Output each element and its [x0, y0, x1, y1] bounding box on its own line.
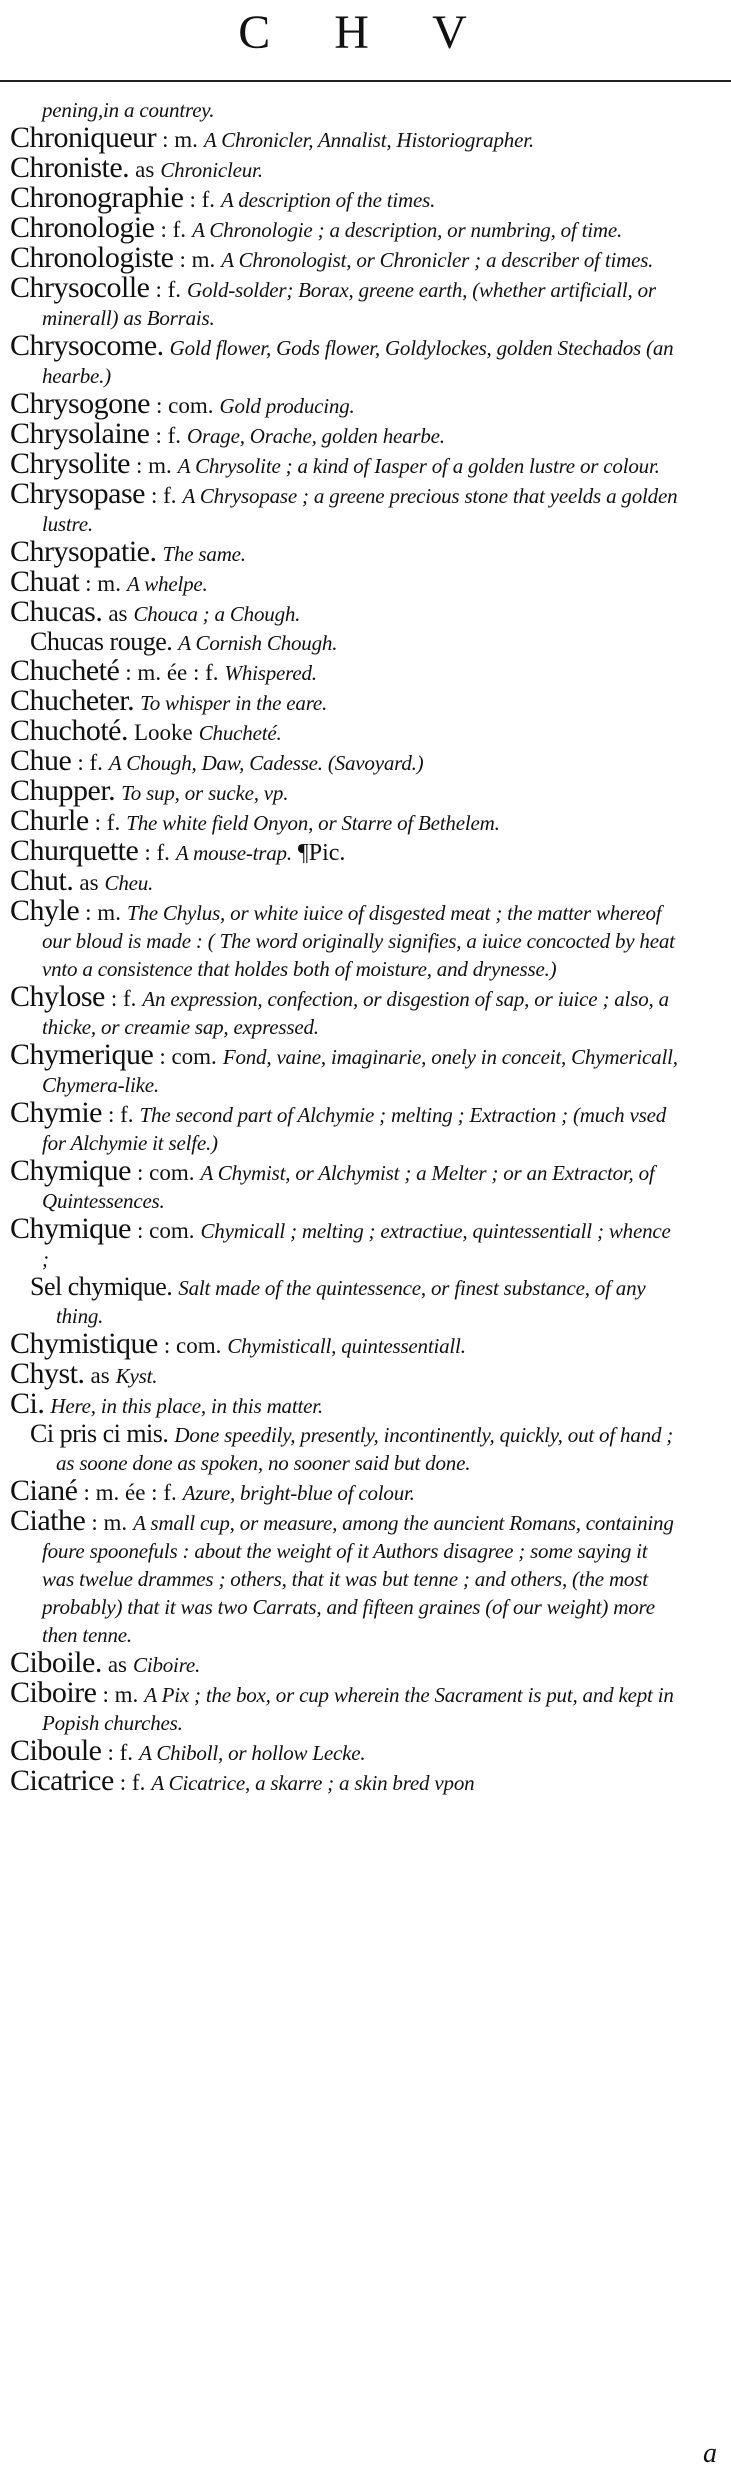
dictionary-entry	[0, 271, 678, 332]
entry-headword: Chronologiste	[10, 241, 174, 274]
entry-definition: A Chrysolite ; a kind of Iasper of a golden lustre or colour.	[177, 454, 660, 478]
dictionary-entry	[0, 1038, 678, 1099]
entry-grammar: : f.	[155, 423, 182, 448]
dictionary-entry	[0, 595, 678, 628]
entry-headword: Chrysolite	[10, 447, 130, 480]
dictionary-entry	[0, 417, 678, 450]
entry-definition: A Chough, Daw, Cadesse. (Savoyard.)	[108, 751, 424, 775]
entry-grammar: : com.	[159, 1044, 217, 1069]
entry-definition: Chymicall ; melting ; extractiue, quintessentiall ; whence ;	[42, 1219, 671, 1271]
entry-definition: A whelpe.	[126, 572, 208, 596]
entry-definition: A Cicatrice, a skarre ; a skin bred vpon	[151, 1771, 475, 1795]
entry-grammar: : m.	[85, 571, 121, 596]
entry-headword: Chroniqueur	[10, 121, 157, 154]
entry-grammar: as	[108, 601, 128, 626]
entry-grammar: : f.	[94, 810, 121, 835]
entry-headword: Chyst.	[10, 1357, 85, 1390]
entry-headword: Chrysolaine	[10, 417, 150, 450]
dictionary-entry	[0, 1096, 678, 1157]
dictionary-entry	[0, 121, 678, 154]
entry-headword: Chrysocolle	[10, 271, 150, 304]
entry-definition: Here, in this place, in this matter.	[50, 1394, 323, 1418]
entry-grammar: : m.	[85, 900, 121, 925]
entry-definition: To whisper in the eare.	[140, 691, 328, 715]
entry-headword: Chrysocome.	[10, 329, 164, 362]
entry-headword: Chronographie	[10, 181, 184, 214]
dictionary-entry	[0, 241, 678, 274]
entry-definition: Fond, vaine, imaginarie, onely in conceit, Chymericall, Chymera-like.	[42, 1045, 678, 1097]
dictionary-entry	[0, 1734, 678, 1767]
entry-grammar: : m.	[91, 1510, 128, 1535]
dictionary-entry	[0, 96, 678, 124]
dictionary-entry	[0, 980, 678, 1041]
entry-headword: Ci.	[10, 1387, 45, 1420]
entry-headword: Chymie	[10, 1096, 102, 1129]
entry-definition: Chronicleur.	[160, 158, 263, 182]
entry-grammar: : f.	[189, 187, 216, 212]
entry-grammar: : m.	[102, 1682, 139, 1707]
dictionary-entry	[0, 1420, 692, 1477]
entry-headword: Chymerique	[10, 1038, 154, 1071]
dictionary-entry	[0, 477, 678, 538]
entry-definition: Chymisticall, quintessentiall.	[227, 1334, 466, 1358]
entry-headword: Ciboile.	[10, 1646, 102, 1679]
entry-headword: Chronologie	[10, 211, 155, 244]
dictionary-entry	[0, 714, 678, 747]
entry-definition: A Pix ; the box, or cup wherein the Sacrament is put, and kept in Popish churches.	[42, 1683, 674, 1735]
dictionary-entry	[0, 1154, 678, 1215]
entry-grammar: as	[79, 870, 99, 895]
dictionary-entry	[0, 864, 678, 897]
entry-definition: Orage, Orache, golden hearbe.	[187, 424, 445, 448]
entry-headword: Chroniste.	[10, 151, 130, 184]
dictionary-entry	[0, 1504, 678, 1649]
dictionary-entry	[0, 211, 678, 244]
dictionary-entry	[0, 654, 678, 687]
entry-definition: Ciboire.	[133, 1653, 201, 1677]
entry-grammar: : com.	[137, 1160, 195, 1185]
dictionary-entry	[0, 387, 678, 420]
dictionary-entry	[0, 565, 678, 598]
entry-headword: Chymique	[10, 1154, 131, 1187]
entry-grammar: : f.	[108, 1102, 134, 1127]
entry-grammar: as	[135, 157, 155, 182]
dictionary-entry	[0, 181, 678, 214]
entry-definition: An expression, confection, or disgestion of sap, or iuice ; also, a thicke, or creamie sap, expressed.	[42, 987, 669, 1039]
entry-grammar: : f.	[144, 840, 170, 865]
entry-headword: Chrysopase	[10, 477, 145, 510]
dictionary-entry	[0, 1676, 678, 1737]
dictionary-entry	[0, 1764, 678, 1797]
entry-headword: Churle	[10, 804, 89, 837]
entry-definition: Chouca ; a Chough.	[133, 602, 301, 626]
entry-grammar: : f.	[160, 217, 187, 242]
dictionary-entry	[0, 1273, 692, 1330]
entry-headword: Chymique	[10, 1212, 131, 1245]
entry-headword: Chucas.	[10, 595, 103, 628]
entry-note: ¶Pic.	[297, 840, 346, 866]
dictionary-entry	[0, 329, 678, 390]
entry-definition: A description of the times.	[221, 188, 436, 212]
entry-headword: Ci pris ci mis.	[30, 1419, 169, 1448]
dictionary-entry	[0, 1646, 678, 1679]
entry-definition: Whispered.	[224, 661, 317, 685]
entry-headword: Chyle	[10, 894, 80, 927]
entry-definition: A Chiboll, or hollow Lecke.	[139, 1741, 366, 1765]
entry-grammar: : f.	[77, 750, 103, 775]
entry-grammar: : com.	[163, 1333, 222, 1358]
entry-grammar: : f.	[110, 986, 137, 1011]
dictionary-entry	[0, 894, 678, 983]
entry-definition: The second part of Alchymie ; melting ; Extraction ; (much vsed for Alchymie it selfe.)	[42, 1103, 667, 1155]
dictionary-entry	[0, 151, 678, 184]
entry-headword: Chrysogone	[10, 387, 150, 420]
entry-headword: Chylose	[10, 980, 105, 1013]
dictionary-entry	[0, 1387, 678, 1420]
entry-grammar: : f.	[155, 277, 182, 302]
dictionary-entry	[0, 628, 692, 657]
entry-grammar: : com.	[156, 393, 214, 418]
entry-headword: Chupper.	[10, 774, 116, 807]
entry-definition: Cheu.	[104, 871, 154, 895]
dictionary-entry	[0, 804, 678, 837]
dictionary-entry	[0, 684, 678, 717]
dictionary-entry	[0, 447, 678, 480]
dictionary-entry	[0, 535, 678, 568]
dictionary-entry	[0, 834, 678, 867]
entry-grammar: : m. ée : f.	[83, 1480, 177, 1505]
dictionary-entry	[0, 744, 678, 777]
entry-headword: Ciboire	[10, 1676, 97, 1709]
entry-definition: Gold flower, Gods flower, Goldylockes, golden Stechados (an hearbe.)	[42, 336, 674, 388]
entry-definition: A small cup, or measure, among the auncient Romans, containing foure spoonefuls : about the weight of it Authors disagree ; some saying it was twelue drammes ; others, that it was but tenne ; and others, (the most probably) that it was two Carrats, and fifteen graines (of our weight) more then tenne.	[42, 1511, 674, 1647]
dictionary-entry	[0, 774, 678, 807]
entry-headword: Chue	[10, 744, 72, 777]
entry-grammar: : f.	[150, 483, 177, 508]
entry-headword: Ciané	[10, 1474, 78, 1507]
entry-headword: Chuat	[10, 565, 80, 598]
entry-definition: Salt made of the quintessence, or finest substance, of any thing.	[56, 1276, 646, 1328]
entry-grammar: : com.	[137, 1218, 195, 1243]
entry-definition: Gold-solder; Borax, greene earth, (whether artificiall, or minerall) as Borrais.	[42, 278, 656, 330]
header-rule	[0, 80, 731, 82]
entry-headword: Chucheté	[10, 654, 120, 687]
entry-definition: Azure, bright-blue of colour.	[182, 1481, 415, 1505]
entry-definition: The same.	[162, 542, 246, 566]
entry-headword: Sel chymique.	[30, 1272, 173, 1301]
entry-headword: Chuchoté.	[10, 714, 128, 747]
catchword: a	[703, 2438, 717, 2469]
entry-headword: Chucas rouge.	[30, 627, 173, 656]
dictionary-entry	[0, 1327, 678, 1360]
page-header: C H V	[238, 6, 493, 59]
entry-definition: A mouse-trap.	[175, 841, 292, 865]
entry-definition: Done speedily, presently, incontinently, quickly, out of hand ; as soone done as spoken, no sooner said but done.	[56, 1423, 674, 1475]
entry-headword: Ciathe	[10, 1504, 86, 1537]
entry-grammar: as	[107, 1652, 128, 1677]
entry-grammar: : m.	[179, 247, 216, 272]
entry-definition: Kyst.	[115, 1364, 158, 1388]
entry-definition: A Chrysopase ; a greene precious stone that yeelds a golden lustre.	[42, 484, 678, 536]
entry-definition: A Chronologist, or Chronicler ; a describer of times.	[221, 248, 654, 272]
entry-definition: A Chymist, or Alchymist ; a Melter ; or an Extractor, of Quintessences.	[42, 1161, 655, 1213]
dictionary-entry	[0, 1474, 678, 1507]
entry-definition: A Cornish Chough.	[178, 631, 338, 655]
entry-headword: Chrysopatie.	[10, 535, 157, 568]
entry-definition: The white field Onyon, or Starre of Bethelem.	[126, 811, 500, 835]
entry-grammar: : m.	[162, 127, 198, 152]
entry-definition: pening,in a countrey.	[42, 98, 215, 122]
dictionary-entry	[0, 1357, 678, 1390]
entry-headword: Ciboule	[10, 1734, 102, 1767]
entry-grammar: : f.	[107, 1740, 134, 1765]
entry-definition: To sup, or sucke, vp.	[121, 781, 289, 805]
entry-headword: Churquette	[10, 834, 139, 867]
entry-headword: Chut.	[10, 864, 74, 897]
entry-grammar: Looke	[133, 720, 193, 745]
entry-definition: Gold producing.	[219, 394, 355, 418]
entry-grammar: : m.	[136, 453, 172, 478]
entry-headword: Chucheter.	[10, 684, 135, 717]
entry-definition: Chucheté.	[198, 721, 282, 745]
entry-grammar: : m. ée : f.	[125, 660, 219, 685]
entry-grammar: as	[90, 1363, 110, 1388]
entry-definition: A Chronologie ; a description, or numbring, of time.	[192, 218, 623, 242]
entry-headword: Cicatrice	[10, 1764, 114, 1797]
entry-definition: The Chylus, or white iuice of disgested meat ; the matter whereof our bloud is made : ( The word originally signifies, a iuice concocted by heat vnto a consistence that holdes both of moisture, and drynesse.)	[42, 901, 675, 981]
entry-definition: A Chronicler, Annalist, Historiographer.	[203, 128, 534, 152]
dictionary-entry	[0, 1212, 678, 1273]
entry-grammar: : f.	[119, 1770, 146, 1795]
entry-headword: Chymistique	[10, 1327, 158, 1360]
entry-list	[0, 96, 731, 1797]
